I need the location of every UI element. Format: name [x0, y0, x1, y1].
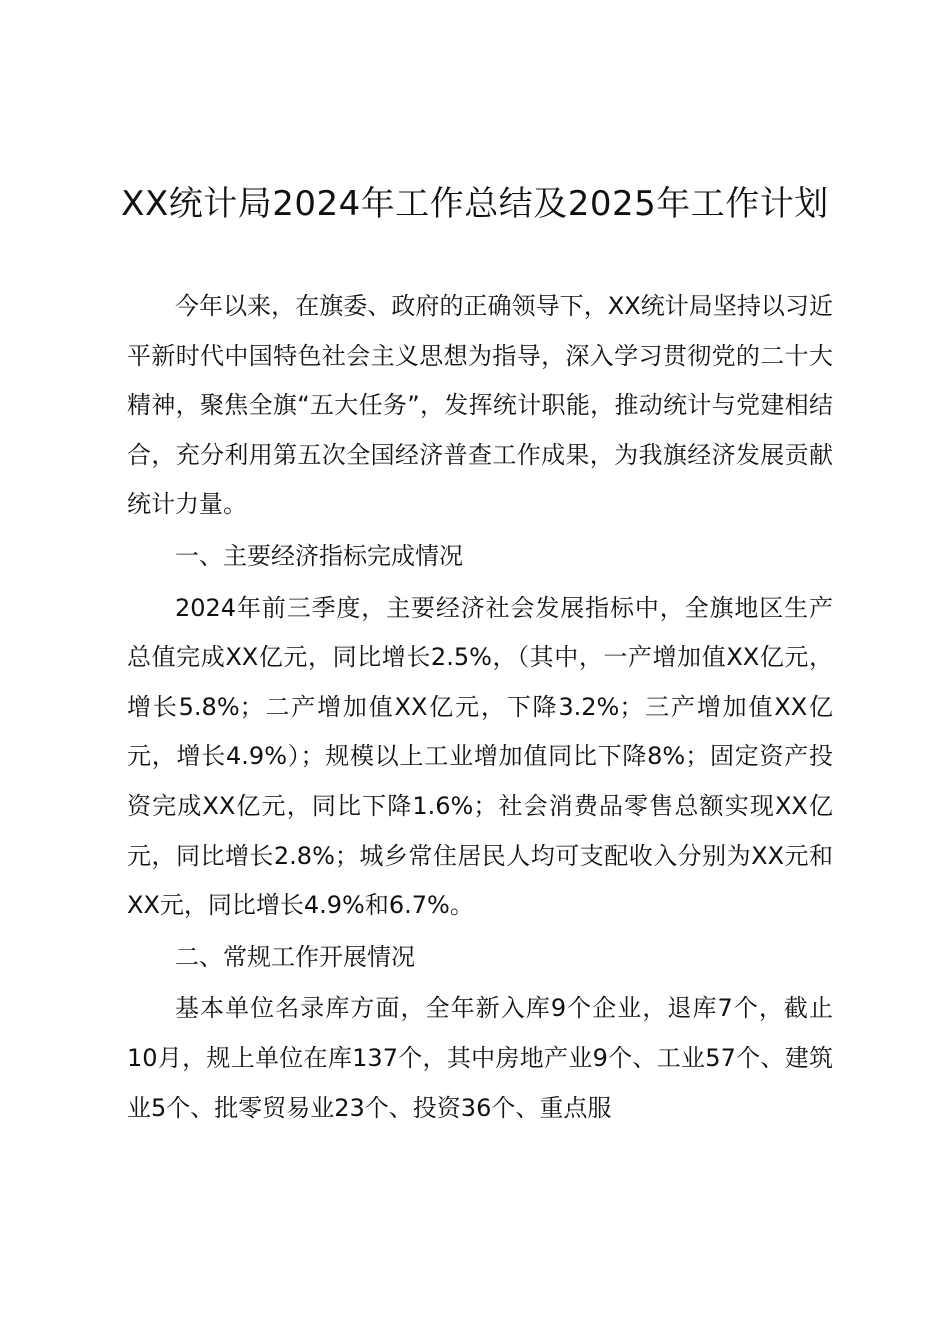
section-heading-1: 一、主要经济指标完成情况 [175, 541, 463, 570]
section-heading-2: 二、常规工作开展情况 [175, 942, 415, 971]
economic-indicators-paragraph: 2024年前三季度，主要经济社会发展指标中，全旗地区生产总值完成XX亿元，同比增长2.5%，（其中，一产增加值XX亿元，增长5.8%；二产增加值XX亿元，下降3.2%；三产增加值XX亿元，增长4.9%）；规模以上工业增加值同比下降8%；固定资产投资完成XX亿元，同比下降1.6%；社会消费品零售总额实现XX亿元，同比增长2.8%；城乡常住居民人均可支配收入分别为XX元和XX元，同比增长4.9%和6.7%。 [127, 593, 833, 920]
document-body [127, 282, 833, 1133]
intro-paragraph: 今年以来，在旗委、政府的正确领导下，XX统计局坚持以习近平新时代中国特色社会主义思想为指导，深入学习贯彻党的二十大精神，聚焦全旗“五大任务”，发挥统计职能，推动统计与党建相结合，充分利用第五次全国经济普查工作成果，为我旗经济发展贡献统计力量。 [127, 292, 833, 519]
document-title: XX统计局2024年工作总结及2025年工作计划 [121, 184, 829, 224]
routine-work-paragraph: 基本单位名录库方面，全年新入库9个企业，退库7个，截止10月，规上单位在库137个，其中房地产业9个、工业57个、建筑业5个、批零贸易业23个、投资36个、重点服 [127, 994, 833, 1122]
